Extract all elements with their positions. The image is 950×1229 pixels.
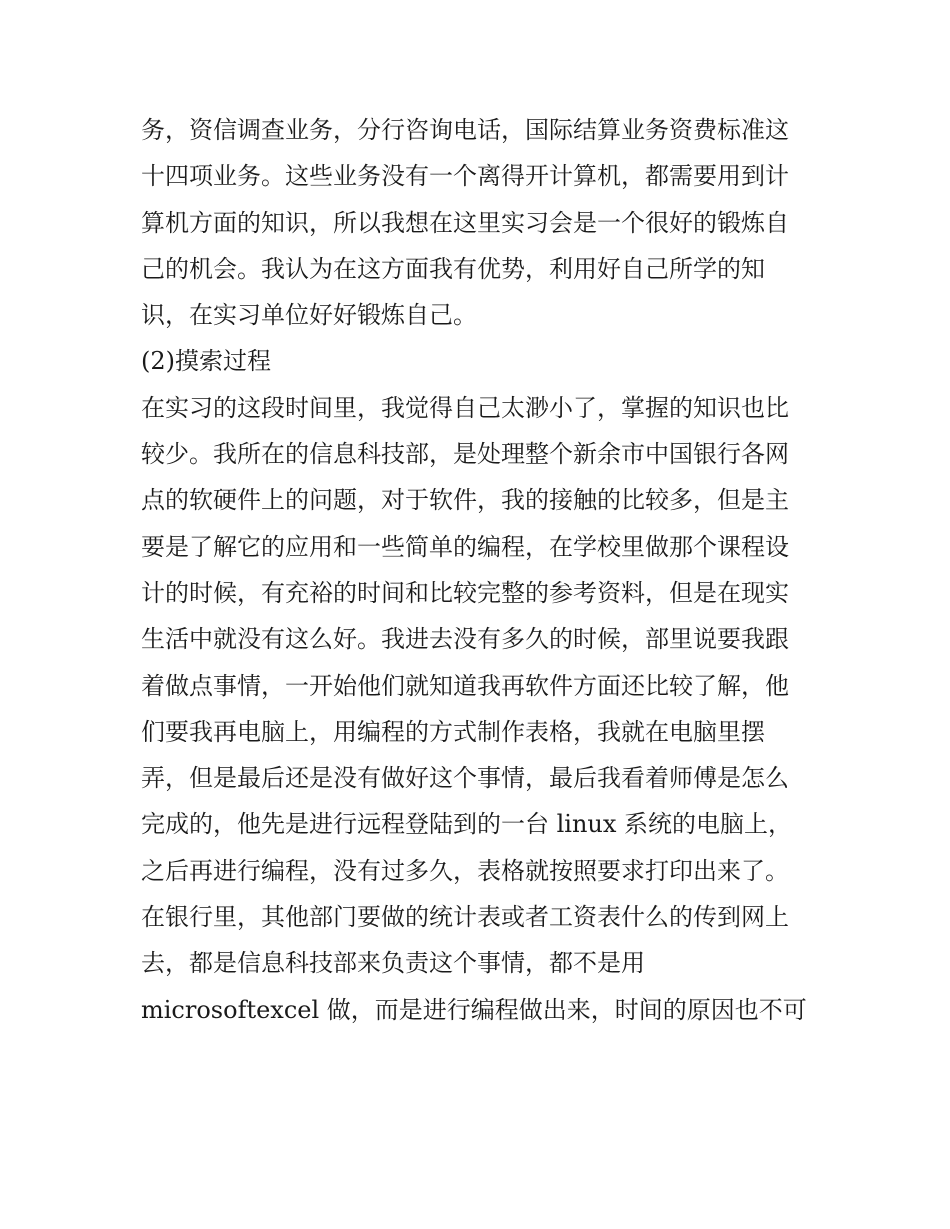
- text-line: 们要我再电脑上，用编程的方式制作表格，我就在电脑里摆: [141, 717, 765, 746]
- body-text: [141, 107, 821, 1033]
- text-line: 十四项业务。这些业务没有一个离得开计算机，都需要用到计: [141, 162, 789, 191]
- text-line: 识，在实习单位好好锻炼自己。: [141, 301, 477, 330]
- section-heading: (2)摸索过程: [141, 347, 271, 376]
- text-line: 完成的，他先是进行远程登陆到的一台 linux 系统的电脑上，: [141, 810, 793, 839]
- text-line: 生活中就没有这么好。我进去没有多久的时候，部里说要我跟: [141, 625, 789, 654]
- text-line: 算机方面的知识，所以我想在这里实习会是一个很好的锻炼自: [141, 208, 789, 237]
- text-line: 去，都是信息科技部来负责这个事情，都不是用: [141, 949, 645, 978]
- text-line: 较少。我所在的信息科技部，是处理整个新余市中国银行各网: [141, 440, 789, 469]
- text-line: 着做点事情，一开始他们就知道我再软件方面还比较了解，他: [141, 671, 789, 700]
- text-line: 之后再进行编程，没有过多久，表格就按照要求打印出来了。: [141, 856, 789, 885]
- text-line: 己的机会。我认为在这方面我有优势，利用好自己所学的知: [141, 254, 765, 283]
- text-line: microsoftexcel 做，而是进行编程做出来，时间的原因也不可: [141, 995, 807, 1024]
- text-line: 在实习的这段时间里，我觉得自己太渺小了，掌握的知识也比: [141, 393, 789, 422]
- text-line: 点的软硬件上的问题，对于软件，我的接触的比较多，但是主: [141, 486, 789, 515]
- text-line: 要是了解它的应用和一些简单的编程，在学校里做那个课程设: [141, 532, 789, 561]
- text-line: 在银行里，其他部门要做的统计表或者工资表什么的传到网上: [141, 903, 789, 932]
- text-line: 务，资信调查业务，分行咨询电话，国际结算业务资费标准这: [141, 116, 789, 144]
- text-line: 计的时候，有充裕的时间和比较完整的参考资料，但是在现实: [141, 578, 789, 607]
- text-line: 弄，但是最后还是没有做好这个事情，最后我看着师傅是怎么: [141, 764, 789, 793]
